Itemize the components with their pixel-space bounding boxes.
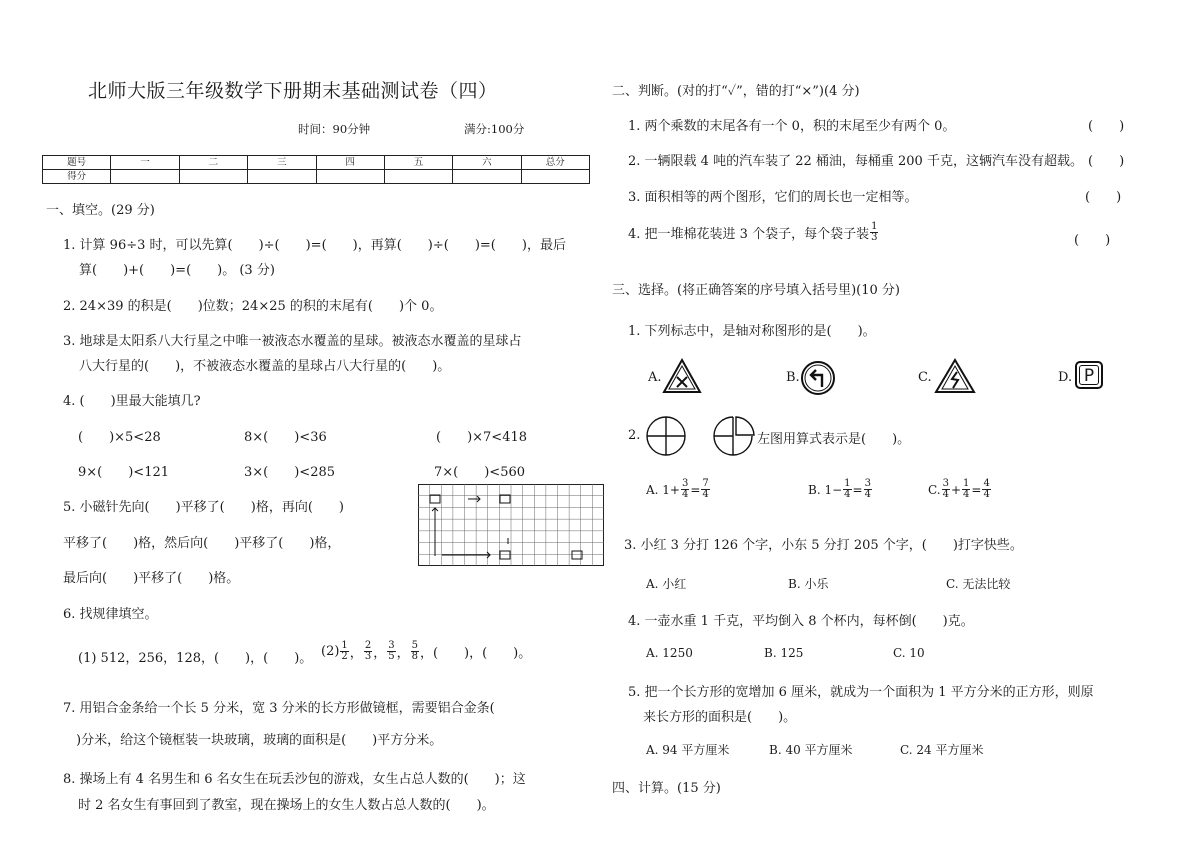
page-title: 北师大版三年级数学下册期末基础测试卷（四） xyxy=(88,80,498,102)
exam-full-score: 满分:100分 xyxy=(464,122,525,136)
s1-q4-item: ( )×7<418 xyxy=(436,430,528,445)
s2-item-3: 3. 面积相等的两个图形，它们的周长也一定相等。 xyxy=(628,190,918,205)
fraction-3-4: $\frac{3}{4}$ xyxy=(681,478,689,500)
s1-q5-line3: 最后向( )平移了( )格。 xyxy=(63,571,240,586)
s1-q2: 2. 24×39 的积是( )位数；24×25 的积的末尾有( )个 0。 xyxy=(63,299,443,314)
s3-q4-option: A. 1250 xyxy=(646,646,693,660)
table-cell: 四 xyxy=(316,156,384,170)
s1-q1-line2: 算( )+( )=( )。 (3 分) xyxy=(79,263,275,278)
fraction-1-4: $\frac{1}{4}$ xyxy=(963,478,970,500)
s3-q3-option: A. 小红 xyxy=(646,577,687,591)
frac-num: 5 xyxy=(411,640,418,651)
section-3-heading: 三、选择。(将正确答案的序号填入括号里)(10 分) xyxy=(612,283,900,298)
table-cell: 一 xyxy=(111,156,179,170)
s1-q6: 6. 找规律填空。 xyxy=(63,607,158,622)
frac-num: 2 xyxy=(364,640,372,651)
parking-sign-icon xyxy=(1075,361,1103,389)
table-cell: 三 xyxy=(248,156,316,170)
section-1-heading: 一、填空。(29 分) xyxy=(46,203,155,218)
score-input-cell[interactable] xyxy=(453,170,521,184)
s1-q6-part1: (1) 512，256，128，( )，( )。 xyxy=(78,651,313,666)
s3-q2-option-b: B. 1− $\frac{1}{4}$ = $\frac{3}{4}$ xyxy=(808,478,871,500)
s3-q2-number: 2. xyxy=(628,428,641,443)
frac-den: 5 xyxy=(388,651,395,662)
s3-q4: 4. 一壶水重 1 千克，平均倒入 8 个杯内，每杯倒( )克。 xyxy=(628,614,974,629)
answer-paren: ( ) xyxy=(1085,190,1122,205)
fraction-1-4: $\frac{1}{4}$ xyxy=(844,478,851,500)
option-label: C. xyxy=(918,370,932,385)
turn-left-arrow-sign-icon xyxy=(800,360,836,396)
s1-q4-item: ( )×5<28 xyxy=(78,430,161,445)
s3-q2-text: 左图用算式表示是( )。 xyxy=(757,432,911,447)
fraction xyxy=(411,641,419,662)
score-input-cell[interactable] xyxy=(111,170,179,184)
answer-paren: ( ) xyxy=(1088,119,1125,134)
table-cell: 总分 xyxy=(521,156,589,170)
fraction xyxy=(870,222,878,243)
s1-q6-part2-suffix: ，( )，( )。 xyxy=(419,646,532,661)
fraction-4-4: $\frac{4}{4}$ xyxy=(983,478,990,500)
circle-quarters-figure-2 xyxy=(712,415,754,457)
fraction xyxy=(364,641,372,662)
option-label: D. xyxy=(1058,370,1073,385)
s2-item-1: 1. 两个乘数的末尾各有一个 0，积的末尾至少有两个 0。 xyxy=(628,119,956,134)
score-input-cell[interactable] xyxy=(384,170,452,184)
table-cell: 六 xyxy=(453,156,521,170)
s3-q3-option: C. 无法比较 xyxy=(946,577,1011,591)
warning-triangle-zigzag-sign-icon xyxy=(934,358,976,394)
table-cell: 二 xyxy=(179,156,247,170)
option-a-prefix: A. 1+ xyxy=(646,482,680,497)
s1-q6-part2: (2) $\frac{1}{2}$ ， $\frac{2}{3}$ ， $\frac{3}{5}$ ， $\frac{5}{8}$ ，( )，( )。 xyxy=(321,640,532,662)
score-table xyxy=(42,155,590,184)
frac-den: 8 xyxy=(411,651,418,662)
s1-q4-item: 9×( )<121 xyxy=(78,465,170,480)
table-cell: 得分 xyxy=(43,170,111,184)
option-label: A. xyxy=(648,370,662,385)
s1-q8-line1: 8. 操场上有 4 名男生和 6 名女生在玩丢沙包的游戏，女生占总人数的( )；这 xyxy=(63,772,526,787)
circle-quarters-figure-1 xyxy=(645,415,687,457)
score-input-cell[interactable] xyxy=(248,170,316,184)
option-b-prefix: B. 1− xyxy=(808,482,843,497)
fraction-7-4: $\frac{7}{4}$ xyxy=(702,478,709,500)
fraction-3-4: $\frac{3}{4}$ xyxy=(942,478,949,500)
s1-q7-line1: 7. 用铝合金条给一个长 5 分米，宽 3 分米的长方形做镜框，需要铝合金条( xyxy=(63,701,495,716)
score-input-cell[interactable] xyxy=(316,170,384,184)
section-2-heading: 二、判断。(对的打“✓”，错的打“×”)(4 分) xyxy=(612,84,860,99)
s2-item-4-text: 4. 把一堆棉花装进 3 个袋子，每个袋子装 xyxy=(628,227,870,242)
s3-q3: 3. 小红 3 分打 126 个字，小东 5 分打 205 个字，( )打字快些。 xyxy=(624,538,1023,553)
table-cell: 五 xyxy=(384,156,452,170)
frac-den: 3 xyxy=(871,232,878,243)
s1-q5-line2: 平移了( )格，然后向( )平移了( )格， xyxy=(63,536,341,551)
s3-q4-option: C. 10 xyxy=(893,646,925,660)
s3-q5-option: A. 94 平方厘米 xyxy=(646,743,730,757)
s1-q7-line2: )分米，给这个镜框装一块玻璃，玻璃的面积是( )平方分米。 xyxy=(76,733,443,748)
s3-q5-line2: 来长方形的面积是( )。 xyxy=(643,710,797,725)
table-cell: 题号 xyxy=(43,156,111,170)
s1-q4: 4. ( )里最大能填几? xyxy=(63,394,201,409)
section-4-heading: 四、计算。(15 分) xyxy=(612,781,721,796)
score-input-cell[interactable] xyxy=(521,170,589,184)
option-c-prefix: C. xyxy=(928,482,941,497)
s3-q4-option: B. 125 xyxy=(764,646,804,660)
frac-den: 2 xyxy=(341,651,348,662)
s1-q5-line1: 5. 小磁针先向( )平移了( )格，再向( ) xyxy=(63,500,344,515)
s3-q5-option: C. 24 平方厘米 xyxy=(900,743,984,757)
score-table-score-row xyxy=(43,170,590,184)
score-input-cell[interactable] xyxy=(179,170,247,184)
s3-q5-option: B. 40 平方厘米 xyxy=(769,743,853,757)
s1-q6-part2-prefix: (2) xyxy=(321,644,340,659)
exam-time: 时间：90分钟 xyxy=(298,122,371,136)
parking-sign-letter: P xyxy=(1079,365,1099,385)
warning-triangle-x-sign-icon xyxy=(662,358,702,394)
s1-q3-line2: 八大行星的( )，不被液态水覆盖的星球占八大行星的( )。 xyxy=(79,359,451,374)
s3-q2-option-c: C. $\frac{3}{4}$ + $\frac{1}{4}$ = $\frac{4}{4}$ xyxy=(928,478,990,500)
frac-num: 1 xyxy=(341,640,348,651)
answer-paren: ( ) xyxy=(1088,154,1125,169)
score-table-header-row xyxy=(43,156,590,170)
s1-q4-item: 3×( )<285 xyxy=(244,465,336,480)
s2-item-2: 2. 一辆限载 4 吨的汽车装了 22 桶油，每桶重 200 千克，这辆汽车没有超载。 xyxy=(628,154,1083,169)
magnet-grid-figure xyxy=(418,484,604,566)
answer-paren: ( ) xyxy=(1074,233,1111,248)
s3-q1: 1. 下列标志中，是轴对称图形的是( )。 xyxy=(628,324,876,339)
option-label: B. xyxy=(786,370,800,385)
s2-item-4 xyxy=(628,222,879,243)
frac-num: 3 xyxy=(388,640,395,651)
fraction xyxy=(340,641,348,662)
s1-q3-line1: 3. 地球是太阳系八大行星之中唯一被液态水覆盖的星球。被液态水覆盖的星球占 xyxy=(63,334,522,349)
s1-q1-line1: 1. 计算 96÷3 时，可以先算( )÷( )=( )，再算( )÷( )=( )，最后 xyxy=(63,238,566,253)
fraction-3-4: $\frac{3}{4}$ xyxy=(864,478,871,500)
s3-q2-option-a: A. 1+ $\frac{3}{4}$ = $\frac{7}{4}$ xyxy=(646,478,709,500)
s3-q3-option: B. 小乐 xyxy=(788,577,829,591)
s3-q5-line1: 5. 把一个长方形的宽增加 6 厘米，就成为一个面积为 1 平方分米的正方形，则原 xyxy=(628,685,1094,700)
fraction xyxy=(387,641,395,662)
s1-q8-line2: 时 2 名女生有事回到了教室，现在操场上的女生人数占总人数的( )。 xyxy=(78,798,495,813)
s1-q4-item: 7×( )<560 xyxy=(434,465,526,480)
frac-den: 3 xyxy=(364,651,372,662)
frac-num: 1 xyxy=(871,221,878,232)
s1-q4-item: 8×( )<36 xyxy=(244,430,327,445)
